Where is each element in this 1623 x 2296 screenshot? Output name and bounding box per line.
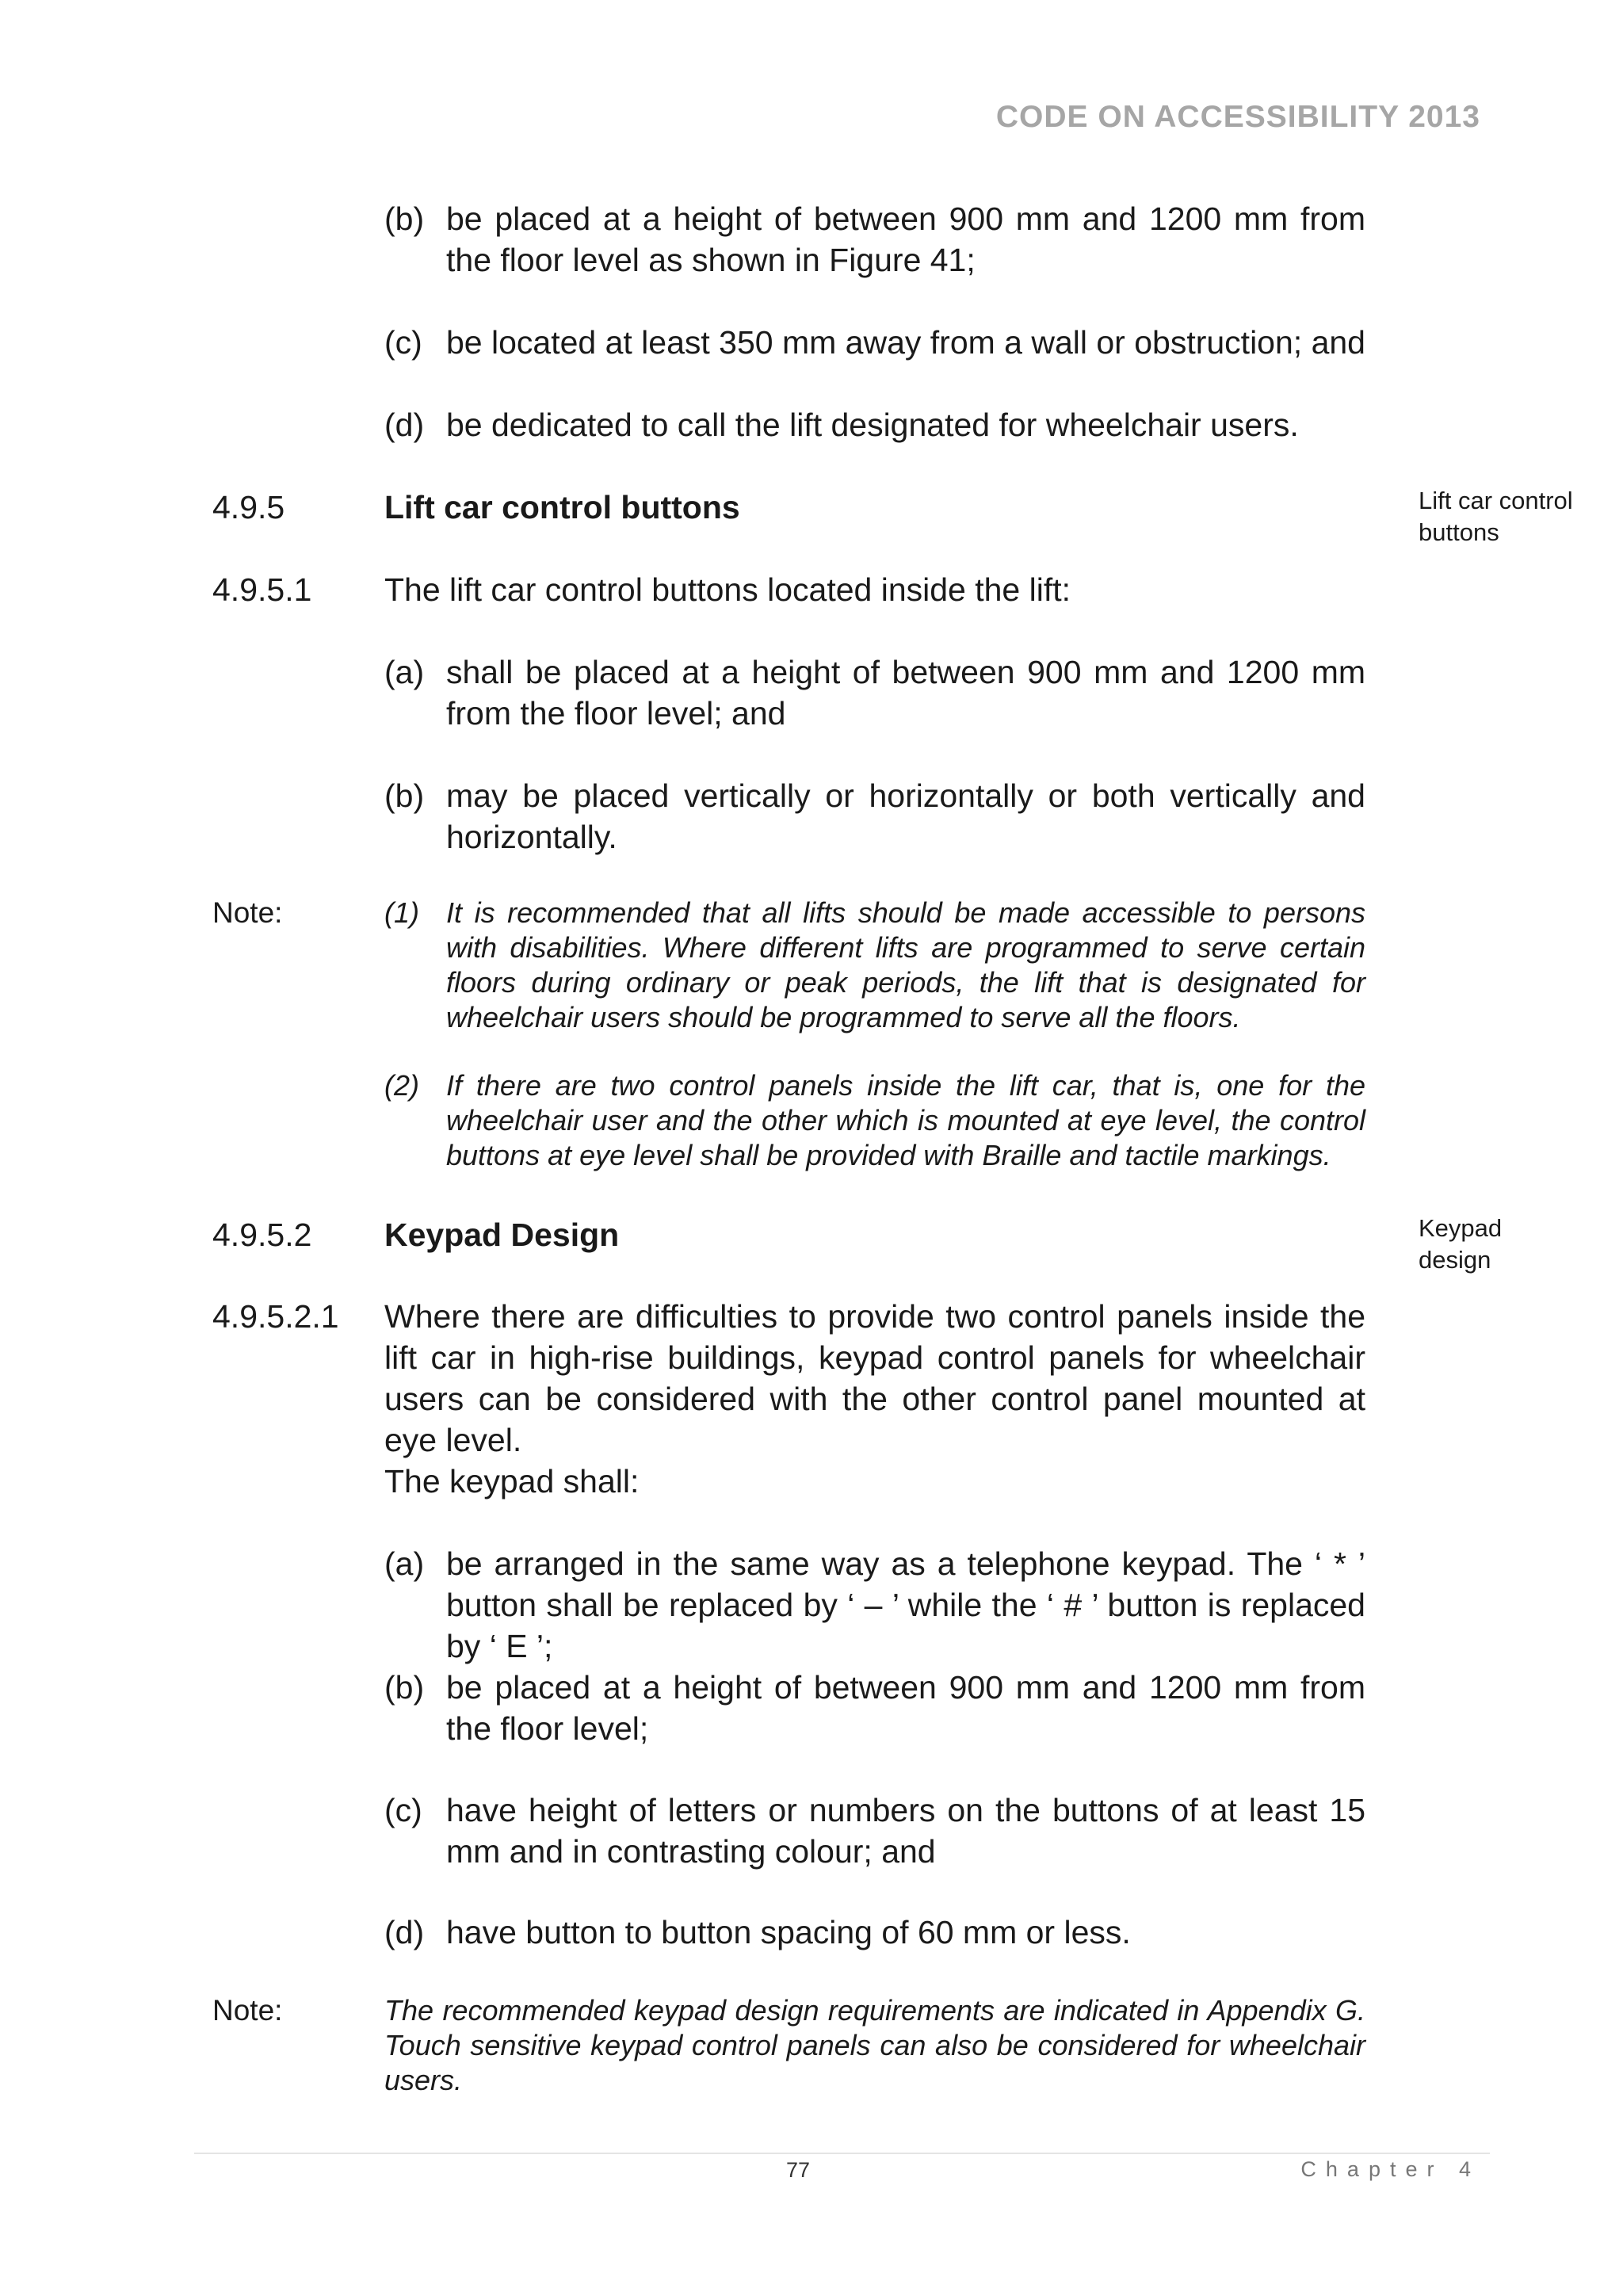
list-item-text: be dedicated to call the lift designated for wheelchair users. xyxy=(446,407,1299,443)
list-item-text: be placed at a height of between 900 mm and 1200 mm from the floor level; xyxy=(446,1669,1365,1747)
list-item-text: shall be placed at a height of between 900 mm and 1200 mm from the floor level; and xyxy=(446,654,1365,732)
list-item xyxy=(384,651,1365,734)
margin-note: Keypad design xyxy=(1419,1214,1503,1274)
list-item xyxy=(384,1667,1365,1749)
note-label: Note: xyxy=(212,896,283,929)
list-item xyxy=(384,775,1365,858)
list-item xyxy=(384,1912,1365,1953)
clause-intro: The keypad shall: xyxy=(384,1463,640,1499)
note-item-text: It is recommended that all lifts should be made accessible to persons with disabilities. Where different lifts are programmed to serve certain floors during ordinary or peak periods, the lift that is designated for wheelchair users should be programmed to serve all the floors. xyxy=(446,896,1365,1033)
list-item xyxy=(384,198,1365,281)
note-item-label: (2) xyxy=(384,1069,419,1102)
section-number: 4.9.5 xyxy=(212,489,285,525)
clause-number: 4.9.5.1 xyxy=(212,571,312,608)
list-item-text: be located at least 350 mm away from a wall or obstruction; and xyxy=(446,324,1365,361)
list-item-label: (b) xyxy=(384,777,425,814)
list-item-text: have button to button spacing of 60 mm or less. xyxy=(446,1914,1131,1950)
list-item-label: (d) xyxy=(384,407,425,443)
list-item xyxy=(384,1790,1365,1872)
note-item-text: If there are two control panels inside the lift car, that is, one for the wheelchair user and the other which is mounted at eye level, the control buttons at eye level shall be provided with Braille and tactile markings. xyxy=(446,1069,1365,1171)
clause-text: The lift car control buttons located inside the lift: xyxy=(384,571,1071,608)
list-item xyxy=(384,1543,1365,1667)
note-item xyxy=(384,1068,1365,1173)
list-item-text: have height of letters or numbers on the buttons of at least 15 mm and in contrasting colour; and xyxy=(446,1792,1365,1870)
section-heading: Keypad Design xyxy=(384,1217,620,1253)
note-text: The recommended keypad design requirements are indicated in Appendix G. Touch sensitive keypad control panels can also be considered for wheelchair users. xyxy=(384,1994,1365,2096)
list-item xyxy=(384,322,1365,363)
note-item-label: (1) xyxy=(384,896,419,929)
list-item-label: (d) xyxy=(384,1914,425,1950)
footer-divider xyxy=(194,2153,1490,2154)
list-item-label: (a) xyxy=(384,654,425,690)
note-label: Note: xyxy=(212,1994,283,2027)
clause-number: 4.9.5.2.1 xyxy=(212,1298,339,1335)
section-number: 4.9.5.2 xyxy=(212,1217,312,1253)
margin-note: Lift car control buttons xyxy=(1419,487,1573,546)
list-item xyxy=(384,404,1365,445)
section-heading: Lift car control buttons xyxy=(384,489,740,525)
list-item-label: (a) xyxy=(384,1545,425,1582)
chapter-label: Chapter 4 xyxy=(1300,2157,1480,2181)
list-item-label: (c) xyxy=(384,1792,422,1828)
list-item-label: (b) xyxy=(384,201,425,237)
clause-text: Where there are difficulties to provide two control panels inside the lift car in high-rise buildings, keypad control panels for wheelchair users can be considered with the other control panel mounted at eye level. xyxy=(384,1298,1365,1458)
note-item xyxy=(384,896,1365,1035)
list-item-text: be placed at a height of between 900 mm and 1200 mm from the floor level as shown in Figure 41; xyxy=(446,201,1365,278)
page-number: 77 xyxy=(786,2158,811,2182)
list-item-text: may be placed vertically or horizontally or both vertically and horizontally. xyxy=(446,777,1365,855)
document-header-title: CODE ON ACCESSIBILITY 2013 xyxy=(995,100,1480,134)
list-item-label: (b) xyxy=(384,1669,425,1706)
list-item-label: (c) xyxy=(384,324,422,361)
list-item-text: be arranged in the same way as a telephone keypad. The ‘ * ’ button shall be replaced by ‘ – ’ while the ‘ # ’ button is replaced by ‘ E ’; xyxy=(446,1545,1365,1664)
